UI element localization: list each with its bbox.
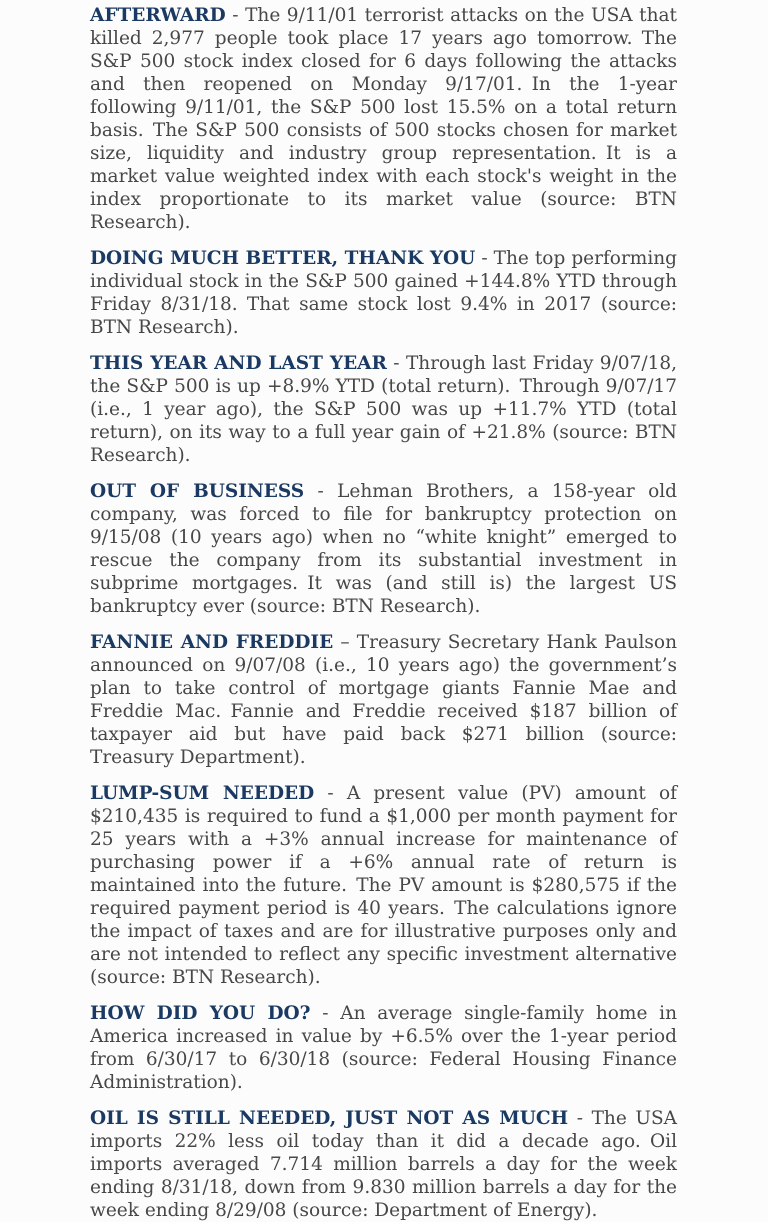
heading-separator: - <box>232 5 239 26</box>
article-body: Lehman Brothers, a 158-year old company, was forced to file for bankruptcy protection on 9/15/08 (10 years ago) when no “white knight” emerged to rescue the company from its substantial investment in subprime mortgages. It was (and still is) the largest US bankruptcy ever (source: BTN Research). <box>90 481 677 617</box>
article-body: The 9/11/01 terrorist attacks on the USA that killed 2,977 people took place 17 years ago tomorrow. The S&P 500 stock index closed for 6 days following the attacks and then reopened on Monday 9/17/01. In the 1-year following 9/11/01, the S&P 500 lost 15.5% on a total return basis. The S&P 500 consists of 500 stocks chosen for market size, liquidity and industry group representation. It is a market value weighted index with each stock's weight in the index proportionate to its market value (source: BTN Research). <box>90 5 677 233</box>
article-out-of-business <box>90 480 677 618</box>
heading-separator: - <box>322 1003 329 1024</box>
article-oil-still-needed <box>90 1107 677 1222</box>
heading-separator: - <box>327 783 334 804</box>
article-heading: THIS YEAR AND LAST YEAR <box>90 353 387 374</box>
article-heading: AFTERWARD <box>90 5 226 26</box>
article-body: A present value (PV) amount of $210,435 is required to fund a $1,000 per month payment for 25 years with a +3% annual increase for maintenance of purchasing power if a +6% annual rate of return is maintained into the future. The PV amount is $280,575 if the required payment period is 40 years. The calculations ignore the impact of taxes and are for illustrative purposes only and are not intended to reflect any specific investment alternative (source: BTN Research). <box>90 783 677 988</box>
article-heading: OUT OF BUSINESS <box>90 481 305 502</box>
heading-separator: - <box>481 248 488 269</box>
heading-separator: - <box>393 353 400 374</box>
article-heading: LUMP-SUM NEEDED <box>90 783 315 804</box>
article-afterward <box>90 4 677 234</box>
heading-separator: - <box>576 1108 583 1129</box>
heading-separator: - <box>317 481 324 502</box>
article-heading: DOING MUCH BETTER, THANK YOU <box>90 248 476 269</box>
article-body: The top performing individual stock in the S&P 500 gained +144.8% YTD through Friday 8/31/18. That same stock lost 9.4% in 2017 (source: BTN Research). <box>90 248 678 338</box>
article-body: An average single-family home in America increased in value by +6.5% over the 1-year period from 6/30/17 to 6/30/18 (source: Federal Housing Finance Administration). <box>90 1003 677 1093</box>
article-body: Through last Friday 9/07/18, the S&P 500 is up +8.9% YTD (total return). Through 9/07/17 (i.e., 1 year ago), the S&P 500 was up +11.7% YTD (total return), on its way to a full year gain of +21.8% (source: BTN Research). <box>90 353 678 466</box>
heading-separator: – <box>340 632 350 653</box>
article-heading: OIL IS STILL NEEDED, JUST NOT AS MUCH <box>90 1108 569 1129</box>
article-this-year-and-last-year <box>90 352 677 467</box>
article-heading: FANNIE AND FREDDIE <box>90 632 334 653</box>
article-body: The USA imports 22% less oil today than it did a decade ago. Oil imports averaged 7.714 million barrels a day for the week ending 8/31/18, down from 9.830 million barrels a day for the week ending 8/29/08 (source: Department of Energy). <box>90 1108 678 1221</box>
article-how-did-you-do <box>90 1002 677 1094</box>
article-heading: HOW DID YOU DO? <box>90 1003 311 1024</box>
article-doing-much-better <box>90 247 677 339</box>
article-lump-sum-needed <box>90 782 677 989</box>
article-fannie-and-freddie <box>90 631 677 769</box>
article-body: Treasury Secretary Hank Paulson announced on 9/07/08 (i.e., 10 years ago) the government’s plan to take control of mortgage giants Fannie Mae and Freddie Mac. Fannie and Freddie received $187 billion of taxpayer aid but have paid back $271 billion (source: Treasury Department). <box>90 632 677 768</box>
